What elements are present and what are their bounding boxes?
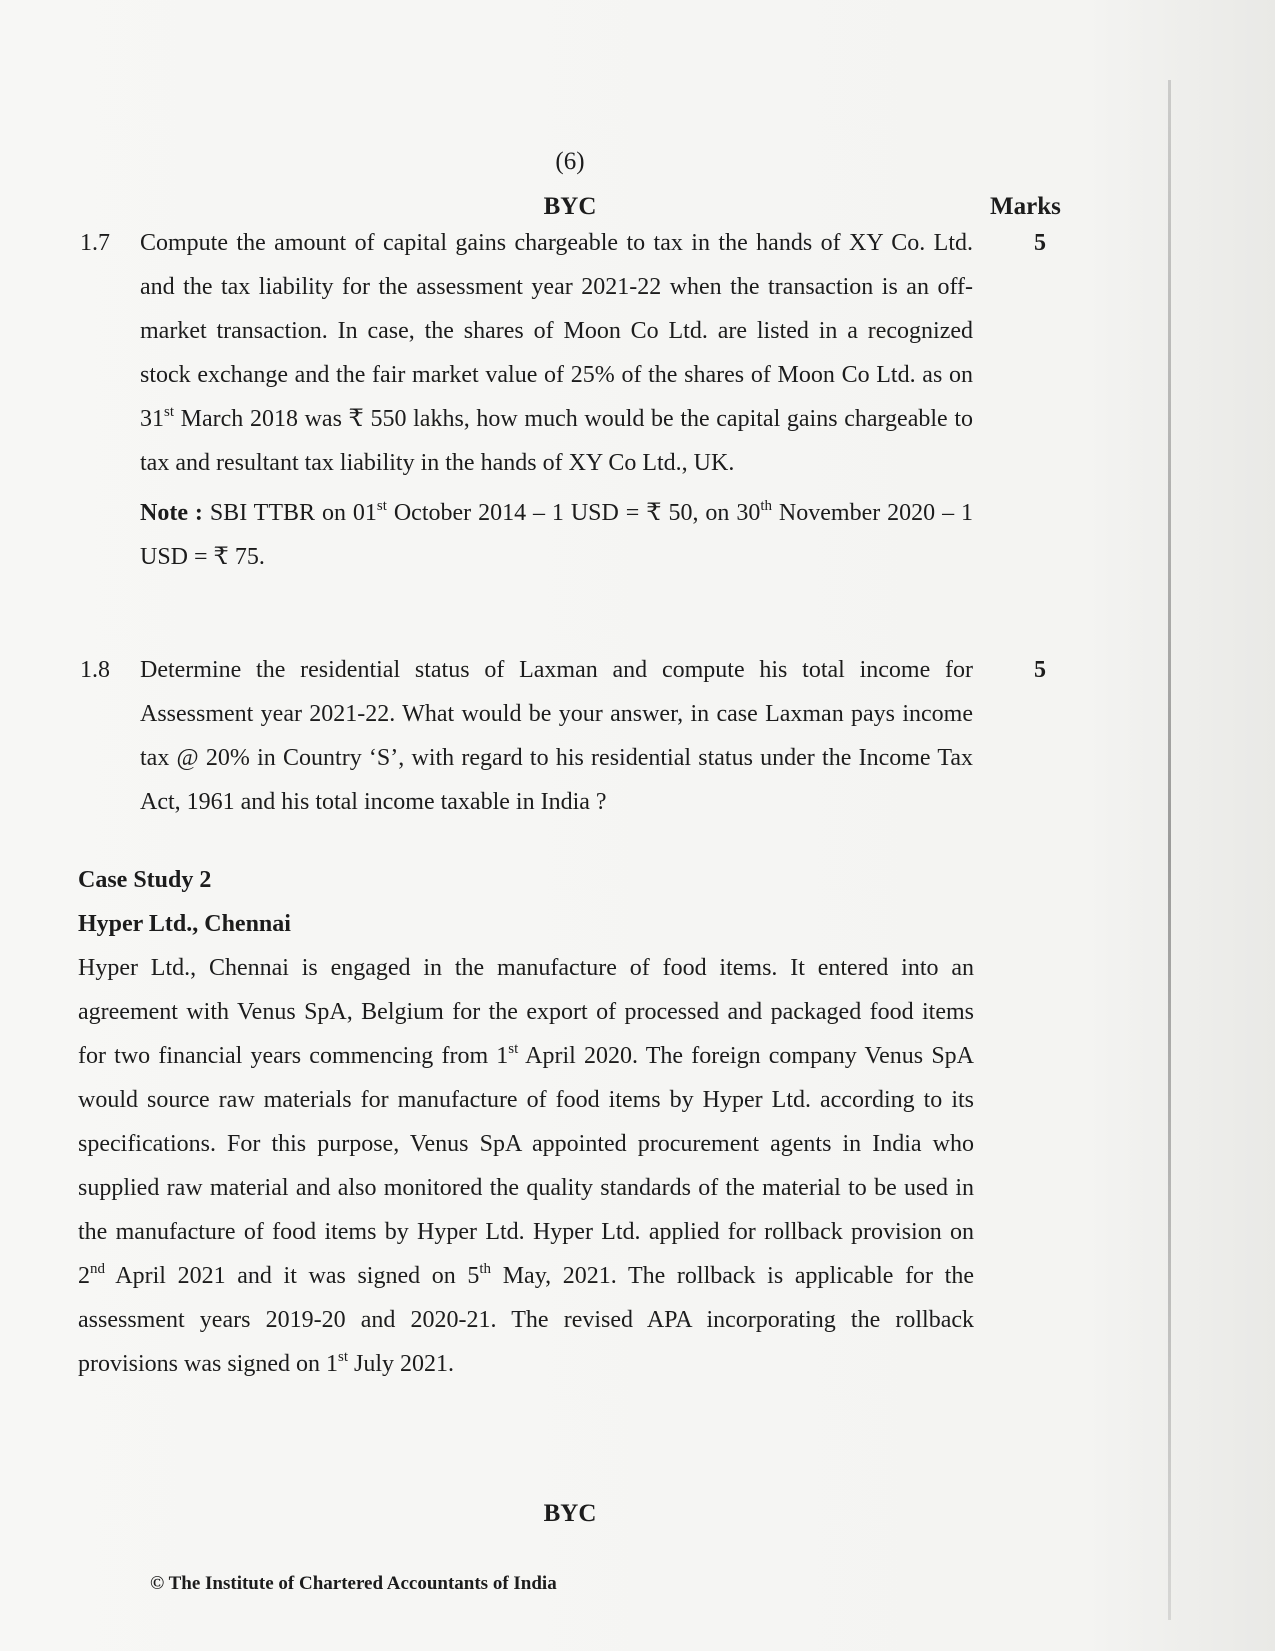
case-study-subtitle: Hyper Ltd., Chennai: [78, 911, 291, 937]
case-study-title: Case Study 2: [78, 867, 212, 893]
copyright-notice: © The Institute of Chartered Accountants of India: [150, 1573, 557, 1594]
paper-code-header: BYC: [543, 193, 597, 220]
case-study-paragraph: Hyper Ltd., Chennai is engaged in the manufacture of food items. It entered into an agreement with Venus SpA, Belgium for the export of processed and packaged food items for two financial years commencing from 1st April 2020. The foreign company Venus SpA would source raw materials for manufacture of food items by Hyper Ltd. according to its specifications. For this purpose, Venus SpA appointed procurement agents in India who supplied raw material and also monitored the quality standards of the material to be used in the manufacture of food items by Hyper Ltd. Hyper Ltd. applied for rollback provision on 2nd April 2021 and it was signed on 5th May, 2021. The rollback is applicable for the assessment years 2019-20 and 2020-21. The revised APA incorporating the rollback provisions was signed on 1st July 2021.: [78, 955, 975, 1377]
question-marks-1-7: 5: [1034, 230, 1046, 256]
paper-fold-shadow: [1168, 80, 1171, 1620]
question-text-1-8: Determine the residential status of Laxman and compute his total income for Assessment year 2021-22. What would be your answer, in case Laxman pays income tax @ 20% in Country ‘S’, with regard to his residential status under the Income Tax Act, 1961 and his total income taxable in India ?: [140, 657, 973, 815]
paper-code-footer: BYC: [543, 1500, 597, 1527]
marks-column-header: Marks: [990, 193, 1061, 220]
question-text-1-7: [140, 221, 973, 579]
question-body-1-7: Compute the amount of capital gains chargeable to tax in the hands of XY Co. Ltd. and the tax liability for the assessment year 2021-22 when the transaction is an off-market transaction. In case, the shares of Moon Co Ltd. are listed in a recognized stock exchange and the fair market value of 25% of the shares of Moon Co Ltd. as on 31st March 2018 was ₹ 550 lakhs, how much would be the capital gains chargeable to tax and resultant tax liability in the hands of XY Co Ltd., UK.: [140, 230, 973, 476]
question-marks-1-8: 5: [1034, 657, 1046, 683]
question-note-1-7: Note : SBI TTBR on 01st October 2014 – 1 USD = ₹ 50, on 30th November 2020 – 1 USD = ₹ 75.: [140, 498, 974, 570]
question-number-1-8: 1.8: [80, 657, 110, 683]
page-number: (6): [555, 148, 585, 175]
question-number-1-7: 1.7: [80, 230, 110, 256]
case-study-section: [78, 858, 974, 1386]
